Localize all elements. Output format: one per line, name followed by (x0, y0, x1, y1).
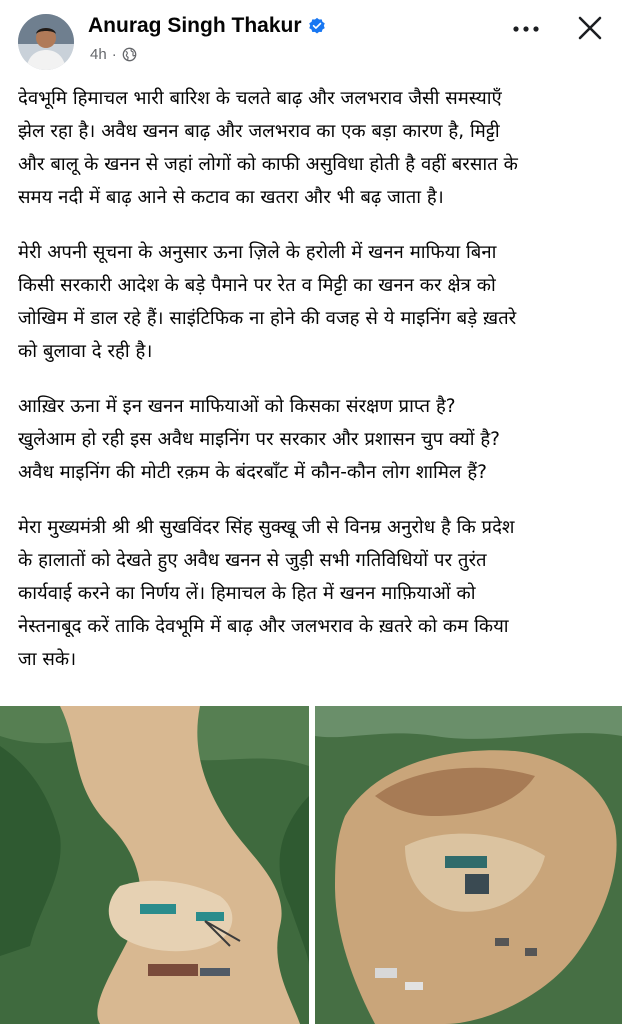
mining-photo-valley[interactable] (0, 706, 309, 1024)
photo-grid (0, 706, 622, 1024)
post-paragraph: देवभूमि हिमाचल भारी बारिश के चलते बाढ़ और जलभराव जैसी समस्याएँ झेल रहा है। अवैध खनन बाढ़ और जलभराव का एक बड़ा कारण है, मिट्टी और बालू के खनन से जहां लोगों को काफी असुविधा होती है वहीं बरसात के समय नदी में बाढ़ आने से कटाव का खतरा और भी बढ़ जाता है। (18, 88, 518, 208)
verified-badge-icon (308, 17, 326, 35)
close-icon[interactable] (574, 12, 606, 44)
more-options-button[interactable] (510, 16, 542, 42)
post-paragraph: मेरा मुख्यमंत्री श्री श्री सुखविंदर सिंह सुक्खू जी से विनम्र अनुरोध है कि प्रदेश के हालातों को देखते हुए अवैध खनन से जुड़ी सभी गतिविधियों पर तुरंत कार्यवाई करने का निर्णय लें। हिमाचल के हित में खनन माफ़ियाओं को नेस्तनाबूद करें ताकि देवभूमि में बाढ़ और जलभराव के ख़तरे को कम किया जा सके। (18, 517, 515, 670)
post-meta (90, 46, 137, 63)
mining-photo-quarry[interactable] (315, 706, 622, 1024)
more-dots-icon (512, 25, 540, 33)
public-globe-icon (122, 47, 137, 62)
author-name[interactable]: Anurag Singh Thakur (88, 14, 302, 37)
author-name-row (88, 14, 326, 38)
author-avatar[interactable] (18, 14, 74, 70)
post-body (18, 82, 612, 698)
meta-separator: · (111, 46, 117, 63)
post-header (0, 0, 622, 76)
post-paragraph: मेरी अपनी सूचना के अनुसार ऊना ज़िले के हरोली में खनन माफिया बिना किसी सरकारी आदेश के बड़े पैमाने पर रेत व मिट्टी का खनन कर क्षेत्र को जोखिम में डाल रहे हैं। साइंटिफिक ना होने की वजह से ये माइनिंग बड़े ख़तरे को बुलावा दे रही है। (18, 242, 517, 362)
post-time[interactable]: 4h (90, 46, 107, 63)
post-paragraph: आख़िर ऊना में इन खनन माफियाओं को किसका संरक्षण प्राप्त है? खुलेआम हो रही इस अवैध माइनिंग पर सरकार और प्रशासन चुप क्यों है? अवैध माइनिंग की मोटी रक़म के बंदरबाँट में कौन-कौन लोग शामिल हैं? (18, 396, 501, 483)
